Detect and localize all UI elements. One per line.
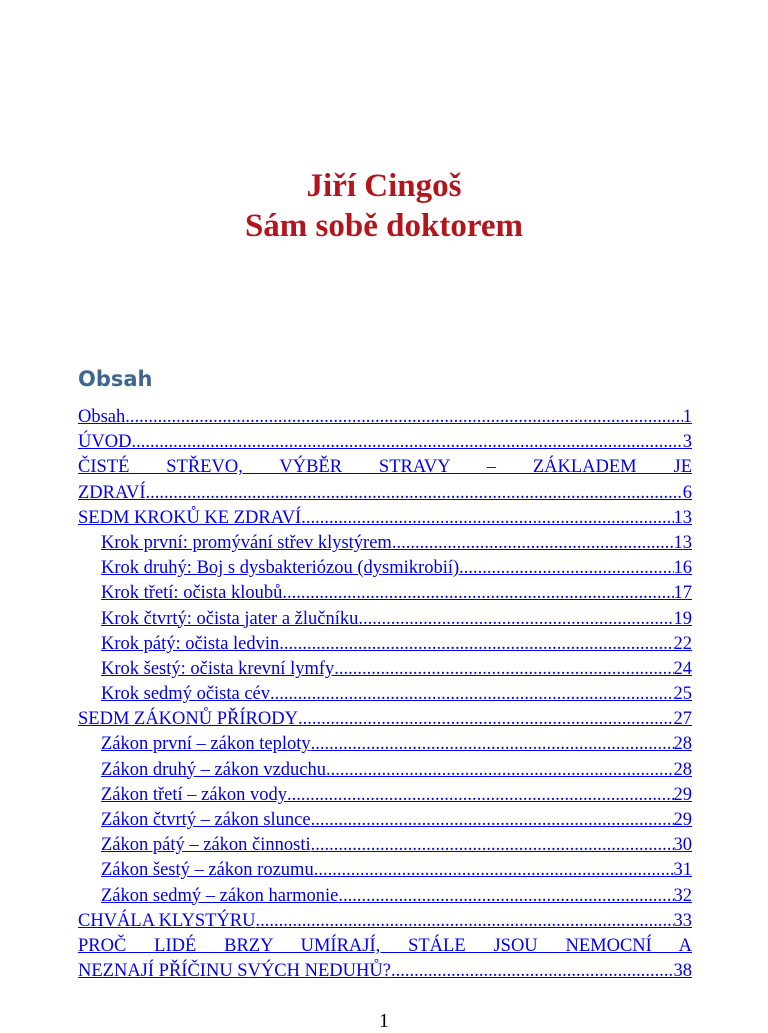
toc-entry-label: Krok sedmý očista cév [101, 684, 271, 705]
toc-entry-page: 29 [673, 810, 692, 830]
toc-entry-page: 24 [673, 658, 692, 679]
toc-entry-krok-prvni[interactable] [78, 531, 692, 556]
toc-entry-label: Krok třetí: očista kloubů [101, 583, 283, 604]
toc-entry-sedm-kroku[interactable] [78, 506, 692, 531]
page-number: 1 [379, 1010, 389, 1032]
toc-entry-page: 28 [673, 734, 692, 755]
toc-entry-label: Krok čtvrtý: očista jater a žlučníku [101, 608, 359, 629]
toc-entry-page: 22 [673, 633, 692, 654]
toc-entry-label: Zákon čtvrtý – zákon slunce [101, 810, 311, 830]
toc-entry-zakon-sesty[interactable] [78, 858, 692, 883]
toc-entry-label: Krok druhý: Boj s dysbakteriózou (dysmikrobií) [101, 558, 460, 579]
toc-entry-label: Krok pátý: očista ledvin [101, 633, 280, 654]
toc-entry-page: 17 [673, 583, 692, 604]
toc-entry-page: 16 [673, 558, 692, 579]
toc-entry-page: 13 [673, 507, 692, 528]
toc-entry-page: 3 [682, 432, 692, 453]
toc-entry-label-line1: ČISTÉ STŘEVO, VÝBĚR STRAVY – ZÁKLADEM JE [78, 457, 692, 478]
toc-entry-ciste-strevo[interactable] [78, 455, 692, 505]
toc-entry-krok-ctvrty[interactable] [78, 607, 692, 632]
toc-entry-label: Obsah [78, 407, 126, 427]
toc-entry-zakon-prvni[interactable] [78, 732, 692, 757]
toc-entry-page: 31 [673, 860, 692, 881]
title-block [0, 166, 768, 246]
toc-entry-label: SEDM KROKŮ KE ZDRAVÍ [78, 507, 302, 528]
toc-entry-page: 19 [673, 608, 692, 629]
book-title: Sám sobě doktorem [244, 208, 524, 244]
toc-entry-krok-treti[interactable] [78, 581, 692, 606]
toc-entry-label: SEDM ZÁKONŮ PŘÍRODY [78, 709, 298, 730]
toc-entry-proc-lide[interactable] [78, 934, 692, 984]
toc-entry-zakon-druhy[interactable] [78, 758, 692, 783]
toc-entry-label: Zákon pátý – zákon činnosti [101, 835, 311, 856]
toc-entry-label: Krok šestý: očista krevní lymfy [101, 658, 335, 679]
toc-entry-sedm-zakonu[interactable] [78, 707, 692, 732]
toc-entry-page: 29 [673, 784, 692, 805]
table-of-contents [78, 405, 692, 984]
toc-entry-label: Zákon šestý – zákon rozumu [101, 860, 314, 881]
toc-entry-krok-paty[interactable] [78, 632, 692, 657]
toc-entry-label: Zákon třetí – zákon vody [101, 784, 287, 805]
toc-entry-krok-sedmy[interactable] [78, 682, 692, 707]
toc-entry-krok-druhy[interactable] [78, 556, 692, 581]
toc-entry-label-line1: PROČ LIDÉ BRZY UMÍRAJÍ, STÁLE JSOU NEMOCNÍ A [78, 935, 692, 956]
toc-entry-label-line2: NEZNAJÍ PŘÍČINU SVÝCH NEDUHŮ? [78, 961, 391, 982]
toc-entry-page: 1 [682, 407, 692, 427]
toc-entry-label: Zákon druhý – zákon vzduchu [101, 759, 327, 780]
toc-entry-page: 33 [673, 910, 692, 931]
toc-entry-page: 30 [673, 835, 692, 856]
toc-heading: Obsah [78, 367, 153, 391]
toc-entry-zakon-sedmy[interactable] [78, 884, 692, 909]
toc-entry-chvala-klystyru[interactable] [78, 909, 692, 934]
toc-entry-label: ÚVOD [78, 432, 132, 453]
toc-entry-label: Krok první: promývání střev klystýrem [101, 532, 392, 553]
toc-entry-page: 6 [682, 482, 692, 503]
toc-entry-label: Zákon sedmý – zákon harmonie [101, 885, 339, 906]
toc-entry-page: 25 [673, 684, 692, 705]
toc-entry-label: Zákon první – zákon teploty [101, 734, 311, 755]
toc-entry-zakon-ctvrty[interactable] [78, 808, 692, 833]
toc-entry-page: 27 [673, 709, 692, 730]
toc-entry-page: 38 [673, 961, 692, 982]
toc-entry-obsah[interactable] [78, 405, 692, 430]
toc-entry-page: 32 [673, 885, 692, 906]
toc-entry-page: 13 [673, 532, 692, 553]
author-name: Jiří Cingoš [306, 168, 462, 204]
toc-entry-page: 28 [673, 759, 692, 780]
toc-entry-krok-sesty[interactable] [78, 657, 692, 682]
toc-entry-zakon-treti[interactable] [78, 783, 692, 808]
toc-entry-uvod[interactable] [78, 430, 692, 455]
toc-entry-label: CHVÁLA KLYSTÝRU [78, 910, 256, 931]
toc-entry-zakon-paty[interactable] [78, 833, 692, 858]
toc-entry-label-line2: ZDRAVÍ [78, 482, 146, 503]
